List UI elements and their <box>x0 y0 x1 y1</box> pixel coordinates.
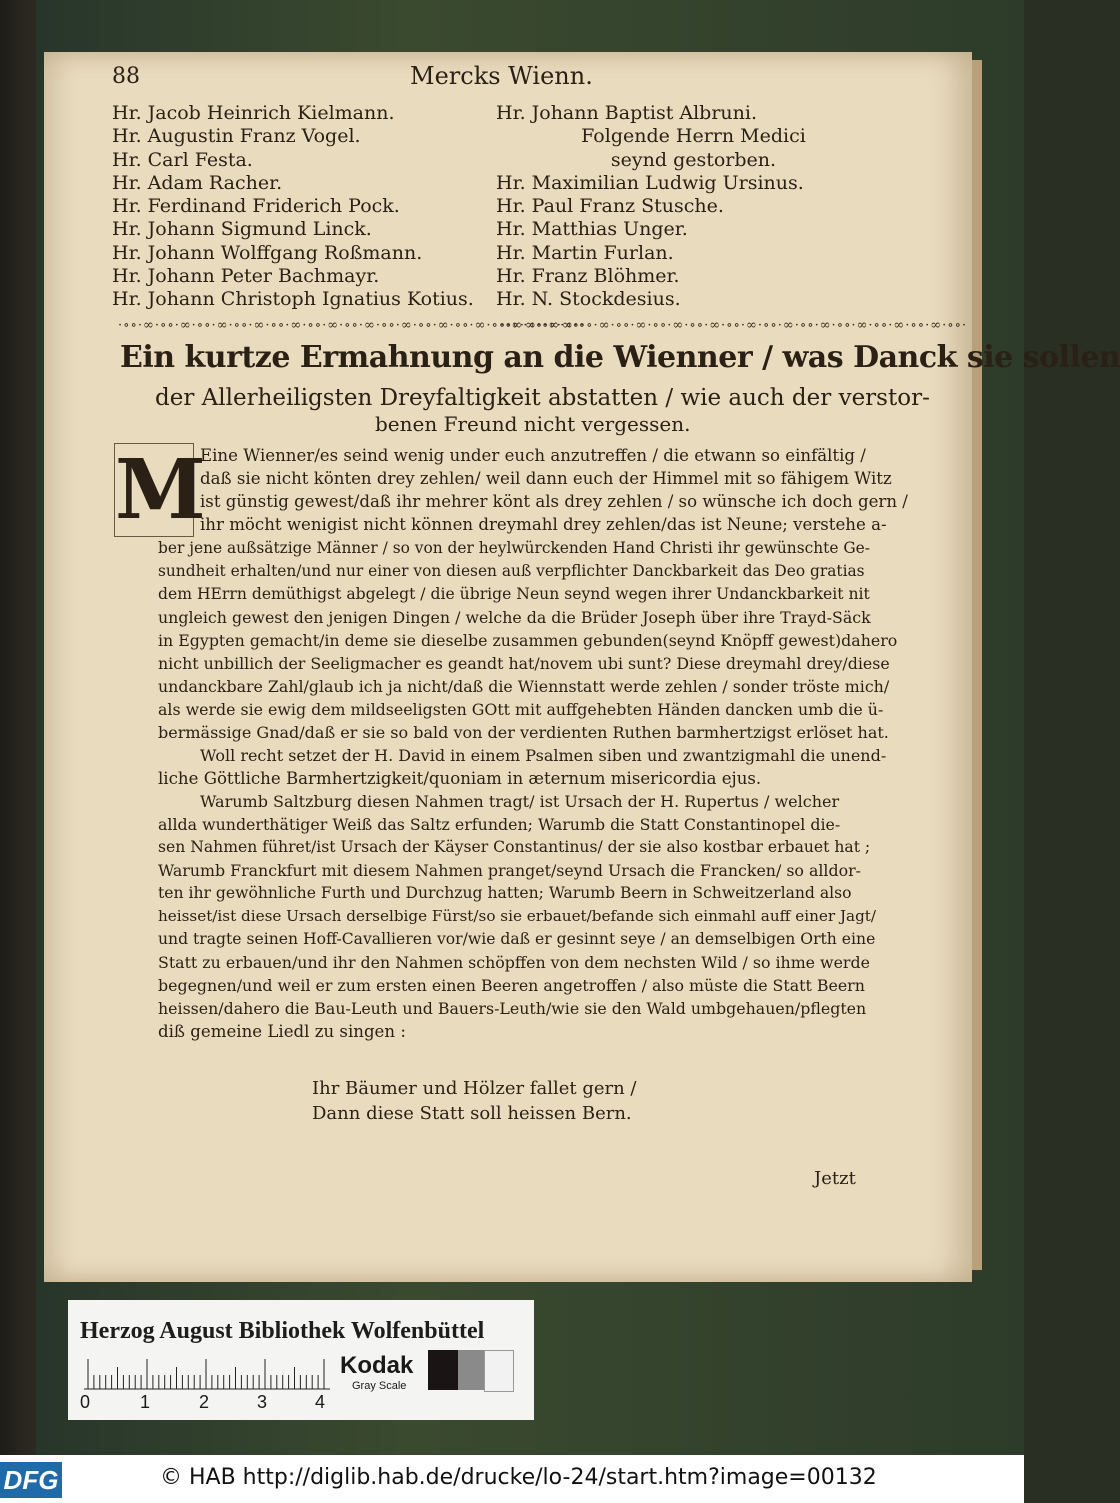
list-item: Hr. Matthias Unger. <box>496 218 688 241</box>
list-item: Hr. Johann Christoph Ignatius Kotius. <box>112 288 474 311</box>
name-list-right <box>496 102 891 312</box>
verse-line: Ihr Bäumer und Hölzer fallet gern / <box>312 1078 637 1099</box>
page-edge <box>972 60 982 1270</box>
text-line: als werde sie ewig dem mildseeligsten GOtt mit auffgehebten Händen dancken umb die ü- <box>158 700 884 719</box>
text-line: ber jene außsätzige Männer / so von der heylwürckenden Hand Christi ihr gewünschte Ge- <box>158 539 870 557</box>
list-item: Hr. Paul Franz Stusche. <box>496 195 724 218</box>
text-line: allda wunderthätiger Weiß das Saltz erfunden; Warumb die Statt Constantinopel die- <box>158 815 841 834</box>
text-line: begegnen/und weil er zum ersten einen Beeren angetroffen / also müste die Statt Beern <box>158 976 865 995</box>
text-line: in Egypten gemacht/in deme sie dieselbe zusammen gebunden(seynd Knöpff gewest)dahero <box>158 631 898 650</box>
ornament-rule: ·∘∘·∞·∘∘·∞·∘∘·∞·∘∘·∞·∘∘·∞·∘∘·∞·∘∘·∞·∘∘·∞·∘∘·∞·∘∘·∞·∘∘·∞·∘∘·∞·∘∘· <box>118 318 586 333</box>
scale-ruler <box>84 1358 330 1390</box>
text-line: sundheit erhalten/und nur einer von diesen auß verpflichter Danckbarkeit das Deo gratias <box>158 562 865 580</box>
ruler-number: 3 <box>257 1392 268 1412</box>
running-head: Mercks Wienn. <box>410 62 593 90</box>
text-line: heisset/ist diese Ursach derselbige Fürst/so sie erbauet/befande sich einmahl auff einer Jagt/ <box>158 907 877 925</box>
kodak-subtitle: Gray Scale <box>352 1380 407 1392</box>
list-item: Hr. Ferdinand Friderich Pock. <box>112 195 400 218</box>
list-item: Hr. Augustin Franz Vogel. <box>112 125 361 148</box>
text-line: Woll recht setzet der H. David in einem Psalmen siben und zwantzigmahl die unend- <box>200 746 887 765</box>
list-item: Hr. Johann Wolffgang Roßmann. <box>112 241 423 264</box>
ruler-number: 0 <box>80 1392 91 1412</box>
list-item: Hr. Johann Peter Bachmayr. <box>112 265 380 288</box>
text-line: Statt zu erbauen/und ihr den Nahmen schöpffen von dem nechsten Wild / so ihme werde <box>158 953 870 972</box>
list-item: Hr. Carl Festa. <box>112 148 253 171</box>
text-line: nicht unbillich der Seeligmacher es geandt hat/novem ubi sunt? Diese dreymahl drey/diese <box>158 654 890 673</box>
section-heading: Ein kurtze Ermahnung an die Wienner / was Danck sie sollen <box>120 340 1120 375</box>
text-line: Warumb Saltzburg diesen Nahmen tragt/ ist Ursach der H. Rupertus / welcher <box>200 792 840 811</box>
list-item: Hr. Adam Racher. <box>112 171 283 194</box>
drop-initial: M <box>115 442 206 538</box>
footer-credit: © HAB http://diglib.hab.de/drucke/lo-24/start.htm?image=00132 <box>160 1465 877 1490</box>
text-line: ihr möcht wenigist nicht können dreymahl drey zehlen/das ist Neune; verstehe a- <box>200 515 887 534</box>
text-line: liche Göttliche Barmhertzigkeit/quoniam in æternum misericordia ejus. <box>158 769 762 788</box>
list-subheading: seynd gestorben. <box>610 148 777 171</box>
ruler-number: 4 <box>315 1392 326 1412</box>
text-line: heissen/dahero die Bau-Leuth und Bauers-Leuth/wie sie den Wald umbgehauen/pflegten <box>158 999 867 1018</box>
dfg-logo: DFG <box>0 1462 62 1498</box>
list-item: Hr. Johann Baptist Albruni. <box>496 102 757 124</box>
ruler-number: 2 <box>199 1392 210 1412</box>
ornament-rule: ·∘∘·∞·∘∘·∞·∘∘·∞·∘∘·∞·∘∘·∞·∘∘·∞·∘∘·∞·∘∘·∞·∘∘·∞·∘∘·∞·∘∘·∞·∘∘·∞·∘∘· <box>500 318 968 333</box>
page-number: 88 <box>112 64 140 89</box>
text-line: Warumb Franckfurt mit diesem Nahmen pranget/seynd Ursach die Francken/ so alldor- <box>158 861 861 880</box>
gray-swatch-black <box>428 1350 458 1390</box>
text-line: ten ihr gewöhnliche Furth und Durchzug hatten; Warumb Beern in Schweitzerland also <box>158 884 852 902</box>
section-heading: der Allerheiligsten Dreyfaltigkeit abstatten / wie auch der verstor- <box>155 385 930 411</box>
text-line: und tragte seinen Hoff-Cavallieren vor/wie daß er gesinnt seye / an demselbigen Orth eine <box>158 930 876 948</box>
section-heading: benen Freund nicht vergessen. <box>375 412 691 436</box>
list-item: Hr. Jacob Heinrich Kielmann. <box>112 102 395 124</box>
gray-swatch-white <box>484 1350 514 1392</box>
text-line: sen Nahmen führet/ist Ursach der Käyser Constantinus/ der sie also kostbar erbauet hat ; <box>158 838 871 856</box>
text-line: Eine Wienner/es seind wenig under euch anzutreffen / die etwann so einfältig / <box>200 446 866 465</box>
gray-swatch-mid <box>458 1350 484 1390</box>
text-line: undanckbare Zahl/glaub ich ja nicht/daß die Wiennstatt werde zehlen / sonder tröste mich/ <box>158 677 890 696</box>
name-list-left <box>112 102 497 312</box>
text-line: bermässige Gnad/daß er sie so bald von der verdienten Ruthen barmhertzigst erlöset hat. <box>158 723 889 742</box>
text-line: diß gemeine Liedl zu singen : <box>158 1022 406 1041</box>
library-name: Herzog August Bibliothek Wolfenbüttel <box>80 1318 485 1344</box>
kodak-logo: Kodak <box>340 1352 414 1379</box>
list-item: Hr. N. Stockdesius. <box>496 288 681 311</box>
catchword: Jetzt <box>814 1168 856 1189</box>
list-item: Hr. Martin Furlan. <box>496 241 674 264</box>
text-line: ist günstig gewest/daß ihr mehrer könt als drey zehlen / so wünsche ich doch gern / <box>200 492 908 511</box>
text-line: dem HErrn demüthigst abgelegt / die übrige Neun seynd wegen ihrer Undanckbarkeit nit <box>158 585 870 603</box>
list-item: Hr. Maximilian Ludwig Ursinus. <box>496 171 804 194</box>
list-item: Hr. Franz Blöhmer. <box>496 265 680 288</box>
book-spine <box>0 0 36 1455</box>
verse-line: Dann diese Statt soll heissen Bern. <box>312 1103 632 1124</box>
list-item: Hr. Johann Sigmund Linck. <box>112 218 372 241</box>
list-subheading: Folgende Herrn Medici <box>581 125 806 148</box>
text-line: ungleich gewest den jenigen Dingen / welche da die Brüder Joseph über ihre Trayd-Säck <box>158 608 871 627</box>
text-line: daß sie nicht könten drey zehlen/ weil dann euch der Himmel mit so fähigem Witz <box>200 469 892 488</box>
ruler-number: 1 <box>140 1392 151 1412</box>
